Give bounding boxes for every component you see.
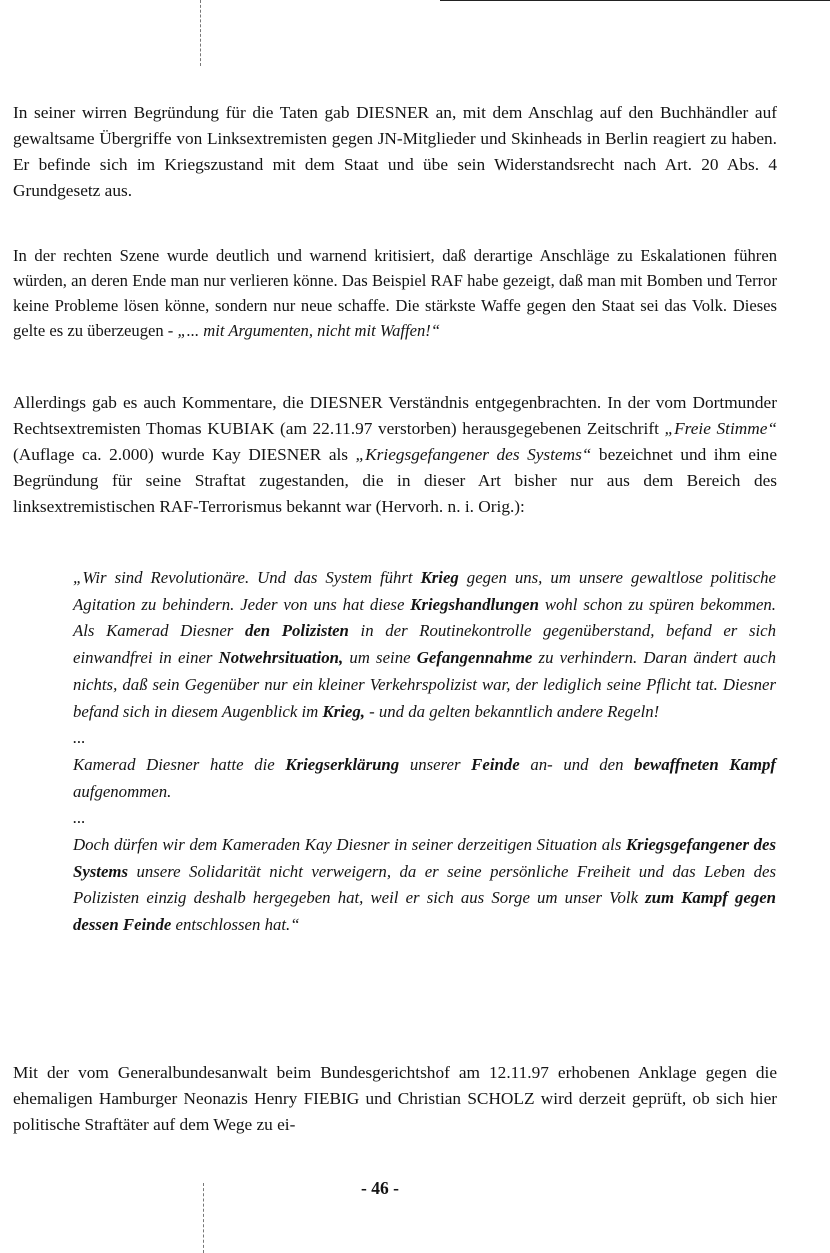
- top-rule: [440, 0, 830, 1]
- quote-emphasis: Notwehrsituation,: [218, 648, 344, 668]
- paragraph-diesner-reasoning: In seiner wirren Begründung für die Taten gab DIESNER an, mit dem Anschlag auf den Buchhändler auf gewaltsame Übergriffe von Linksextremisten gegen JN-Mitglieder und Skinheads in Berlin reagiert zu haben. Er befinde sich im Kriegszustand mit dem Staat und übe sein Widerstandsrecht nach Art. 20 Abs. 4 Grundgesetz aus.: [13, 103, 777, 200]
- block-quote: [73, 565, 776, 939]
- quote-text: aufgenommen.: [73, 781, 172, 801]
- quote-paragraph-3: [73, 832, 776, 939]
- quote-emphasis: Gefangennahme: [416, 648, 533, 668]
- quote-text: zu verhindern. Daran ändert auch nichts, daß sein Gegenüber nur ein kleiner Verkehrspolizist war, der lediglich seine Pflicht tat. Diesner befand sich in diesem Augenblick im: [73, 648, 776, 721]
- quote-emphasis: Feinde: [471, 754, 520, 774]
- quote-text: entschlossen hat.“: [171, 915, 300, 935]
- quote-emphasis: Kriegsgefangener des Systems: [73, 835, 776, 881]
- quote-paragraph-1: [73, 565, 776, 725]
- paragraph-text: In der rechten Szene wurde deutlich und warnend kritisiert, daß derartige Anschläge zu Eskalationen führen würden, an deren Ende man nur verlieren könne. Das Beispiel RAF habe gezeigt, daß man mit Bomben und Terror keine Probleme lösen könne, sondern nur neue schaffe. Die stärkste Waffe gegen den Staat sei das Volk. Dieses gelte es zu überzeugen -: [13, 246, 777, 340]
- page-number: - 46 -: [361, 1178, 399, 1198]
- text-segment: (Auflage ca. 2.000) wurde Kay DIESNER als: [13, 445, 356, 464]
- inline-quote: „... mit Argumenten, nicht mit Waffen!“: [177, 321, 441, 340]
- quote-text: unserer: [399, 754, 472, 774]
- quote-text: um seine: [343, 648, 417, 668]
- scan-margin-mark-bottom: [203, 1183, 204, 1253]
- quote-emphasis: den Polizisten: [244, 621, 349, 641]
- quote-text: wohl schon zu spüren bekommen. Als Kamerad Diesner: [73, 594, 776, 641]
- label-quote: „Kriegsgefangener des Systems“: [355, 445, 592, 464]
- quote-emphasis: Krieg: [420, 568, 459, 587]
- quote-text: „Wir sind Revolutionäre. Und das System führt: [73, 568, 421, 587]
- paragraph-right-wing-criticism: [13, 243, 777, 343]
- text-segment: Allerdings gab es auch Kommentare, die DIESNER Verständnis entgegenbrachten. In der vom Dortmunder Rechtsextremisten Thomas KUBIAK (am 22.11.97 verstorben) herausgegebenen Zeitschrift: [13, 393, 777, 438]
- quote-text: unsere Solidarität nicht verweigern, da er seine persönliche Freiheit und das Leben des Polizisten einzig deshalb hergegeben hat, weil er sich aus Sorge um unser Volk: [73, 861, 776, 908]
- quote-emphasis: Kriegshandlungen: [410, 594, 539, 614]
- quote-emphasis: zum Kampf gegen dessen Feinde: [73, 888, 776, 935]
- scan-margin-mark-top: [200, 0, 201, 66]
- quote-text: gegen uns, um unsere gewaltlose politische Agitation zu behindern. Jeder von uns hat diese: [73, 568, 776, 614]
- quote-ellipsis: ...: [73, 728, 86, 748]
- quote-ellipsis: ...: [73, 808, 86, 828]
- magazine-title: „Freie Stimme“: [664, 419, 777, 438]
- quote-text: - und da gelten bekanntlich andere Regeln!: [364, 701, 660, 721]
- paragraph-indictment: Mit der vom Generalbundesanwalt beim Bundesgerichtshof am 12.11.97 erhobenen Anklage gegen die ehemaligen Hamburger Neonazis Henry FIEBIG und Christian SCHOLZ wird derzeit geprüft, ob sich hier politische Straftäter auf dem Wege zu ei-: [13, 1063, 777, 1134]
- quote-emphasis: Kriegserklärung: [285, 754, 400, 774]
- text-segment: bezeichnet und ihm eine Begründung für seine Straftat zugestanden, die in dieser Art bisher nur aus dem Bereich des linksextremistischen RAF-Terrorismus bekannt war (Hervorh. n. i. Orig.):: [13, 445, 777, 516]
- quote-text: an- und den: [519, 754, 635, 774]
- quote-emphasis: bewaffneten Kampf: [634, 754, 776, 774]
- quote-text: Kamerad Diesner hatte die: [73, 754, 286, 774]
- paragraph-comments: [13, 390, 777, 520]
- quote-emphasis: Krieg,: [322, 701, 365, 721]
- quote-text: Doch dürfen wir dem Kameraden Kay Diesner in seiner derzeitigen Situation als: [73, 835, 626, 855]
- quote-paragraph-2: [73, 752, 776, 805]
- quote-text: in der Routinekontrolle gegenüberstand, befand er sich einwandfrei in einer: [73, 621, 776, 668]
